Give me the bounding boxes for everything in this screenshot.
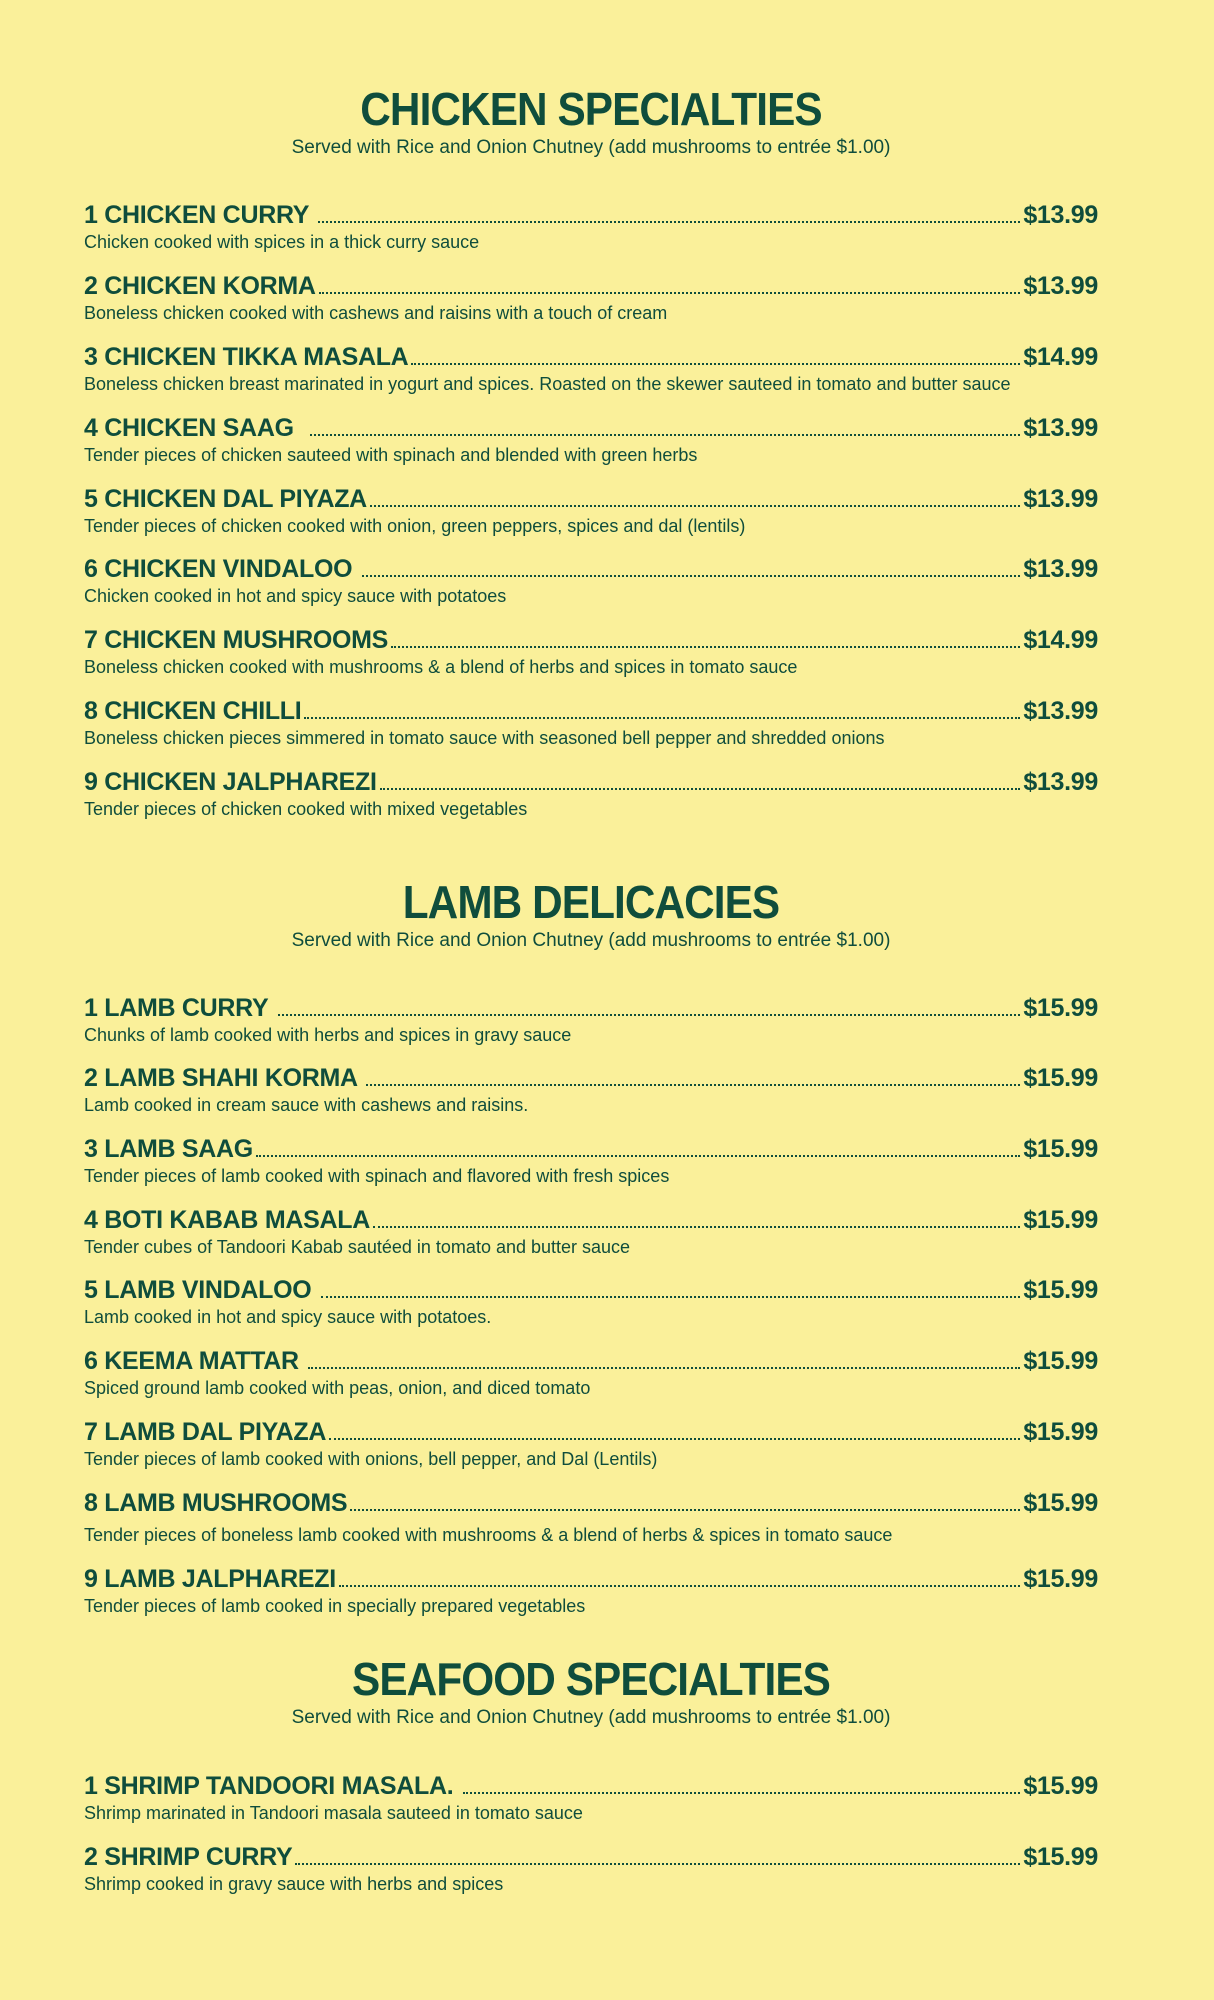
item-price: $13.99 [1023, 485, 1098, 513]
item-description: Tender pieces of lamb cooked with onions, bell pepper, and Dal (Lentils) [84, 1449, 658, 1469]
section-subtitle: Served with Rice and Onion Chutney (add mushrooms to entrée $1.00) [291, 137, 891, 158]
dot-leader [380, 788, 1021, 790]
menu-item [84, 1417, 1098, 1470]
menu-item [84, 993, 1098, 1046]
dot-leader [391, 646, 1020, 648]
item-name: 3 CHICKEN TIKKA MASALA [84, 343, 409, 371]
dot-leader [366, 1084, 1020, 1086]
item-price: $15.99 [1023, 1064, 1098, 1092]
item-name: 4 CHICKEN SAAG [84, 414, 308, 442]
item-price: $15.99 [1023, 1418, 1098, 1446]
item-name: 9 CHICKEN JALPHAREZI [84, 768, 377, 796]
item-price: $13.99 [1023, 414, 1098, 442]
section-title: LAMB DELICACIES [402, 876, 780, 928]
menu-item [84, 1488, 1098, 1546]
dot-leader [350, 1509, 1020, 1511]
item-name: 6 CHICKEN VINDALOO [84, 555, 359, 583]
item-price: $13.99 [1023, 201, 1098, 229]
menu-item [84, 625, 1098, 678]
item-price: $14.99 [1023, 626, 1098, 654]
item-description: Lamb cooked in hot and spicy sauce with potatoes. [84, 1307, 492, 1327]
item-price: $15.99 [1023, 1843, 1098, 1871]
item-name: 4 BOTI KABAB MASALA [84, 1206, 370, 1234]
menu-item [84, 1205, 1098, 1258]
dot-leader [318, 221, 1020, 223]
section-subtitle: Served with Rice and Onion Chutney (add mushrooms to entrée $1.00) [291, 1707, 891, 1728]
item-description: Boneless chicken pieces simmered in tomato sauce with seasoned bell pepper and shredded onions [84, 728, 885, 748]
section-subtitle: Served with Rice and Onion Chutney (add mushrooms to entrée $1.00) [291, 930, 891, 951]
menu-item [84, 1275, 1098, 1328]
item-description: Shrimp marinated in Tandoori masala sauteed in tomato sauce [84, 1803, 583, 1823]
dot-leader [329, 1438, 1020, 1440]
item-description: Chicken cooked in hot and spicy sauce with potatoes [84, 586, 507, 606]
menu-item [84, 1564, 1098, 1617]
item-price: $15.99 [1023, 1276, 1098, 1304]
dot-leader [304, 717, 1020, 719]
item-description: Tender pieces of lamb cooked in specially prepared vegetables [84, 1596, 586, 1616]
item-price: $14.99 [1023, 343, 1098, 371]
item-price: $15.99 [1023, 1772, 1098, 1800]
item-name: 5 CHICKEN DAL PIYAZA [84, 485, 367, 513]
menu-item [84, 1134, 1098, 1187]
item-description: Boneless chicken cooked with cashews and raisins with a touch of cream [84, 303, 668, 323]
menu-item [84, 554, 1098, 607]
item-description: Lamb cooked in cream sauce with cashews and raisins. [84, 1095, 529, 1115]
item-price: $15.99 [1023, 1206, 1098, 1234]
menu-item [84, 767, 1098, 820]
menu-item [84, 342, 1098, 395]
item-name: 8 LAMB MUSHROOMS [84, 1489, 348, 1517]
item-description: Tender pieces of chicken cooked with mixed vegetables [84, 799, 528, 819]
menu-item [84, 271, 1098, 324]
item-name: 9 LAMB JALPHAREZI [84, 1565, 336, 1593]
dot-leader [370, 505, 1020, 507]
item-price: $13.99 [1023, 697, 1098, 725]
dot-leader [256, 1155, 1020, 1157]
item-name: 7 LAMB DAL PIYAZA [84, 1418, 327, 1446]
item-description: Spiced ground lamb cooked with peas, onion, and diced tomato [84, 1378, 591, 1398]
item-name: 5 LAMB VINDALOO [84, 1276, 319, 1304]
section-title: SEAFOOD SPECIALTIES [352, 1653, 830, 1705]
menu-item [84, 1771, 1098, 1824]
item-price: $13.99 [1023, 555, 1098, 583]
chicken-section [84, 82, 1098, 160]
item-description: Tender pieces of chicken cooked with onion, green peppers, spices and dal (lentils) [84, 516, 746, 536]
menu-item [84, 696, 1098, 749]
item-price: $15.99 [1023, 1565, 1098, 1593]
item-name: 6 KEEMA MATTAR [84, 1347, 306, 1375]
dot-leader [310, 434, 1020, 436]
item-price: $15.99 [1023, 1135, 1098, 1163]
dot-leader [411, 363, 1020, 365]
item-name: 2 LAMB SHAHI KORMA [84, 1064, 364, 1092]
item-price: $13.99 [1023, 272, 1098, 300]
item-price: $15.99 [1023, 994, 1098, 1022]
dot-leader [362, 575, 1020, 577]
item-name: 3 LAMB SAAG [84, 1135, 253, 1163]
dot-leader [339, 1585, 1020, 1587]
seafood-section [84, 1652, 1098, 1730]
dot-leader [308, 1367, 1020, 1369]
item-description: Boneless chicken breast marinated in yogurt and spices. Roasted on the skewer sauteed in tomato and butter sauce [84, 374, 1011, 394]
section-title: CHICKEN SPECIALTIES [360, 83, 822, 135]
item-name: 1 CHICKEN CURRY [84, 201, 316, 229]
item-description: Chunks of lamb cooked with herbs and spices in gravy sauce [84, 1025, 572, 1045]
item-description: Shrimp cooked in gravy sauce with herbs and spices [84, 1874, 504, 1894]
menu-item [84, 413, 1098, 466]
item-description: Tender pieces of boneless lamb cooked with mushrooms & a blend of herbs & spices in tomato sauce [84, 1525, 893, 1545]
item-name: 2 SHRIMP CURRY [84, 1843, 293, 1871]
lamb-section [84, 875, 1098, 953]
menu-item [84, 1842, 1098, 1895]
item-name: 7 CHICKEN MUSHROOMS [84, 626, 389, 654]
item-description: Tender pieces of chicken sauteed with spinach and blended with green herbs [84, 445, 698, 465]
item-price: $15.99 [1023, 1347, 1098, 1375]
item-description: Boneless chicken cooked with mushrooms & a blend of herbs and spices in tomato sauce [84, 657, 798, 677]
menu-item [84, 484, 1098, 537]
item-price: $15.99 [1023, 1489, 1098, 1517]
item-name: 1 LAMB CURRY [84, 994, 275, 1022]
item-name: 8 CHICKEN CHILLI [84, 697, 302, 725]
dot-leader [373, 1226, 1020, 1228]
item-description: Chicken cooked with spices in a thick curry sauce [84, 232, 480, 252]
dot-leader [295, 1863, 1020, 1865]
item-name: 1 SHRIMP TANDOORI MASALA. [84, 1772, 461, 1800]
menu-item [84, 1063, 1098, 1116]
dot-leader [463, 1792, 1020, 1794]
item-price: $13.99 [1023, 768, 1098, 796]
item-description: Tender cubes of Tandoori Kabab sautéed in tomato and butter sauce [84, 1237, 631, 1257]
dot-leader [278, 1014, 1021, 1016]
menu-item [84, 200, 1098, 253]
item-name: 2 CHICKEN KORMA [84, 272, 316, 300]
dot-leader [319, 292, 1021, 294]
item-description: Tender pieces of lamb cooked with spinach and flavored with fresh spices [84, 1166, 670, 1186]
menu-item [84, 1346, 1098, 1399]
dot-leader [321, 1296, 1020, 1298]
